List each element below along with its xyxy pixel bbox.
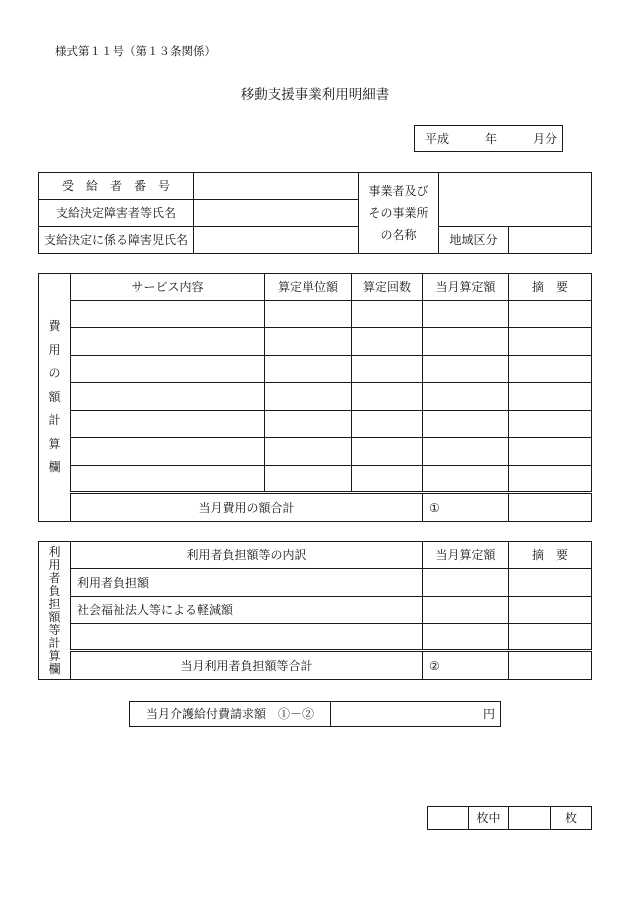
child-name-label: 支給決定に係る障害児氏名 (39, 227, 194, 254)
recipient-number-cell (194, 173, 359, 200)
table-row (39, 569, 592, 597)
sheet-of-label: 枚中 (469, 807, 509, 830)
table-row (39, 356, 592, 383)
blank-cell (352, 328, 423, 356)
blank-cell (352, 411, 423, 438)
blank-cell (509, 438, 592, 466)
blank-cell (423, 597, 509, 624)
region-cell (509, 227, 592, 254)
blank-cell (509, 651, 592, 680)
sheet-number-cell (428, 807, 469, 830)
cost-total-label: 当月費用の額合計 (71, 493, 423, 522)
table-row (39, 227, 592, 254)
blank-cell (509, 624, 592, 651)
blank-cell (71, 383, 265, 411)
table-row (39, 383, 592, 411)
blank-cell (423, 356, 509, 383)
blank-cell (423, 328, 509, 356)
provider-label-line: の名称 (380, 228, 417, 242)
period-box (414, 125, 563, 152)
blank-cell (265, 356, 352, 383)
header-unit-amount: 算定単位額 (265, 274, 352, 301)
cost-side-label-text: 費用の額計算欄 (48, 319, 61, 475)
table-row (39, 466, 592, 493)
provider-label-line: 事業者及び (368, 184, 429, 198)
blank-cell (509, 569, 592, 597)
burden-total-label: 当月利用者負担額等合計 (71, 651, 423, 680)
blank-cell (509, 383, 592, 411)
sheet-count-box (427, 806, 592, 830)
blank-cell (509, 328, 592, 356)
blank-cell (423, 383, 509, 411)
burden-row-label: 社会福祉法人等による軽減額 (71, 597, 423, 624)
header-remarks: 摘 要 (509, 274, 592, 301)
blank-cell (509, 356, 592, 383)
cost-total-marker: ① (423, 493, 509, 522)
beneficiary-name-cell (194, 200, 359, 227)
period-field: 平成 年 月分 (415, 126, 563, 152)
blank-cell (423, 411, 509, 438)
table-row (39, 624, 592, 651)
blank-cell (352, 438, 423, 466)
burden-table (38, 541, 592, 680)
header-breakdown: 利用者負担額等の内訳 (71, 542, 423, 569)
blank-cell (423, 569, 509, 597)
provider-label (359, 173, 439, 254)
blank-cell (352, 466, 423, 493)
burden-total-marker: ② (423, 651, 509, 680)
blank-cell (71, 438, 265, 466)
table-row (39, 328, 592, 356)
blank-cell (423, 624, 509, 651)
blank-cell (352, 301, 423, 328)
table-row (39, 173, 592, 200)
blank-cell (265, 328, 352, 356)
blank-cell (509, 301, 592, 328)
blank-cell (352, 383, 423, 411)
blank-cell (265, 383, 352, 411)
blank-cell (71, 624, 423, 651)
table-row (428, 807, 592, 830)
table-row (39, 411, 592, 438)
blank-cell (71, 356, 265, 383)
burden-row-label: 利用者負担額 (71, 569, 423, 597)
child-name-cell (194, 227, 359, 254)
provider-name-cell (439, 173, 592, 227)
table-header-row (39, 274, 592, 301)
beneficiary-name-label: 支給決定障害者等氏名 (39, 200, 194, 227)
blank-cell (265, 411, 352, 438)
sheet-unit-label: 枚 (551, 807, 592, 830)
table-row (39, 438, 592, 466)
burden-side-label-text: 利用者負担額等計算欄 (48, 544, 61, 676)
claim-label: 当月介護給付費請求額 ①－② (130, 702, 331, 727)
burden-side-label (39, 542, 71, 680)
header-remarks: 摘 要 (509, 542, 592, 569)
header-monthly-amount: 当月算定額 (423, 274, 509, 301)
sheet-total-cell (509, 807, 551, 830)
blank-cell (265, 301, 352, 328)
blank-cell (71, 466, 265, 493)
table-row (39, 301, 592, 328)
blank-cell (509, 411, 592, 438)
blank-cell (265, 438, 352, 466)
burden-total-row (39, 651, 592, 680)
table-row (39, 597, 592, 624)
table-row (130, 702, 501, 727)
form-number: 様式第１１号（第１３条関係） (55, 46, 216, 58)
blank-cell (265, 466, 352, 493)
header-service: サービス内容 (71, 274, 265, 301)
blank-cell (509, 597, 592, 624)
blank-cell (423, 438, 509, 466)
blank-cell (352, 356, 423, 383)
blank-cell (423, 301, 509, 328)
header-monthly-amount: 当月算定額 (423, 542, 509, 569)
blank-cell (71, 328, 265, 356)
page-title: 移動支援事業利用明細書 (240, 87, 390, 102)
blank-cell (71, 301, 265, 328)
claim-box (129, 701, 501, 727)
claim-unit: 円 (331, 702, 501, 727)
cost-side-label (39, 274, 71, 522)
blank-cell (509, 493, 592, 522)
provider-label-line: その事業所 (368, 206, 429, 220)
header-count: 算定回数 (352, 274, 423, 301)
recipient-number-label: 受 給 者 番 号 (39, 173, 194, 200)
blank-cell (71, 411, 265, 438)
cost-total-row (39, 493, 592, 522)
blank-cell (509, 466, 592, 493)
cost-table (38, 273, 592, 522)
table-header-row (39, 542, 592, 569)
recipient-table (38, 172, 592, 254)
region-label: 地域区分 (439, 227, 509, 254)
blank-cell (423, 466, 509, 493)
